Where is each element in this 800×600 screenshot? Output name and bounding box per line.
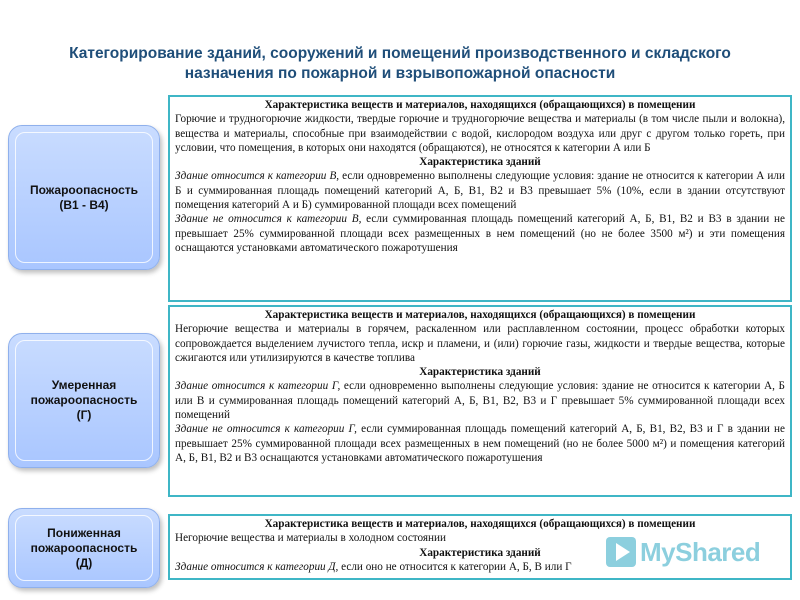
buildings-heading: Характеристика зданий [419, 546, 541, 559]
materials-text: Горючие и трудногорючие жидкости, твердые горючие и трудногорючие вещества и материалы (в том числе пыли и волокна), вещества и материалы, способные при взаимодействии с водой, кислородом воздуха или друг с другом только гореть, при условии, что помещения, в которых они находятся (обращаются), не относятся к категории А или Б [175, 113, 785, 154]
watermark-text: MyShared [640, 536, 761, 567]
building-condition: Здание относится к категории Г, если одновременно выполнены следующие условия: здание не относится к категории А, Б или В и суммированная площадь помещений категорий А, Б, В1, В2, В3 и Г превышает 5% суммированной площади всех помещений [175, 380, 785, 422]
category-badge-label: Умеренная пожароопасность (Г) [30, 378, 138, 422]
play-icon [606, 537, 636, 567]
materials-heading: Характеристика веществ и материалов, находящихся (обращающихся) в помещении [264, 518, 696, 530]
category-badge-label: Пониженная пожароопасность (Д) [30, 525, 138, 570]
category-badge-d [8, 508, 160, 588]
category-panel-g [168, 305, 792, 497]
building-condition: Здание относится к категории Д, если оно не относится к категории А, Б, В или Г [175, 560, 572, 573]
building-exception: Здание не относится к категории В, если суммированная площадь помещений категорий А, Б, В1, В2 и В3 в здании не превышает 25% суммированной площади всех размещенных в нем помещений (но не более 3500 м²) и эти помещения оснащаются установками автоматического пожаротушения [175, 213, 785, 254]
category-badge-g [8, 333, 160, 468]
watermark-logo [606, 532, 776, 572]
category-badge-label: Пожароопасность (В1 - В4) [29, 182, 139, 212]
page-title: Категорирование зданий, сооружений и помещений производственного и складского назначения по пожарной и взрывопожарной опасности [69, 45, 731, 82]
buildings-heading: Характеристика зданий [419, 366, 541, 379]
building-exception: Здание не относится к категории Г, если суммированная площадь помещений категорий А, Б, В1, В2, В3 и Г в здании не превышает 25% суммированной площади всех размещенных в нем помещений (но не более 5000 м²) и помещения категорий А, Б, В1, В2 и В3 оснащаются установками автоматического пожаротушения [175, 423, 785, 464]
materials-text: Негорючие вещества и материалы в горячем, раскаленном или расплавленном состоянии, процесс обработки которых сопровождается выделением лучистого тепла, искр и пламени, и (или) горючие газы, жидкости и твердые вещества, которые сжигаются или утилизируются в качестве топлива [175, 323, 785, 364]
materials-text: Негорючие вещества и материалы в холодном состоянии [175, 532, 447, 545]
category-badge-v [8, 125, 160, 270]
category-panel-v [168, 95, 792, 302]
building-condition: Здание относится к категории В, если одновременно выполнены следующие условия: здание не относится к категории А или Б и суммированная площадь помещений категорий А, Б, В1, В2 и В3 превышает 5% (10%, если в здании отсутствуют помещения категорий А и Б) суммированной площади всех помещений [175, 170, 785, 212]
buildings-heading: Характеристика зданий [419, 156, 541, 169]
materials-heading: Характеристика веществ и материалов, находящихся (обращающихся) в помещении [264, 99, 696, 111]
materials-heading: Характеристика веществ и материалов, находящихся (обращающихся) в помещении [264, 309, 696, 321]
